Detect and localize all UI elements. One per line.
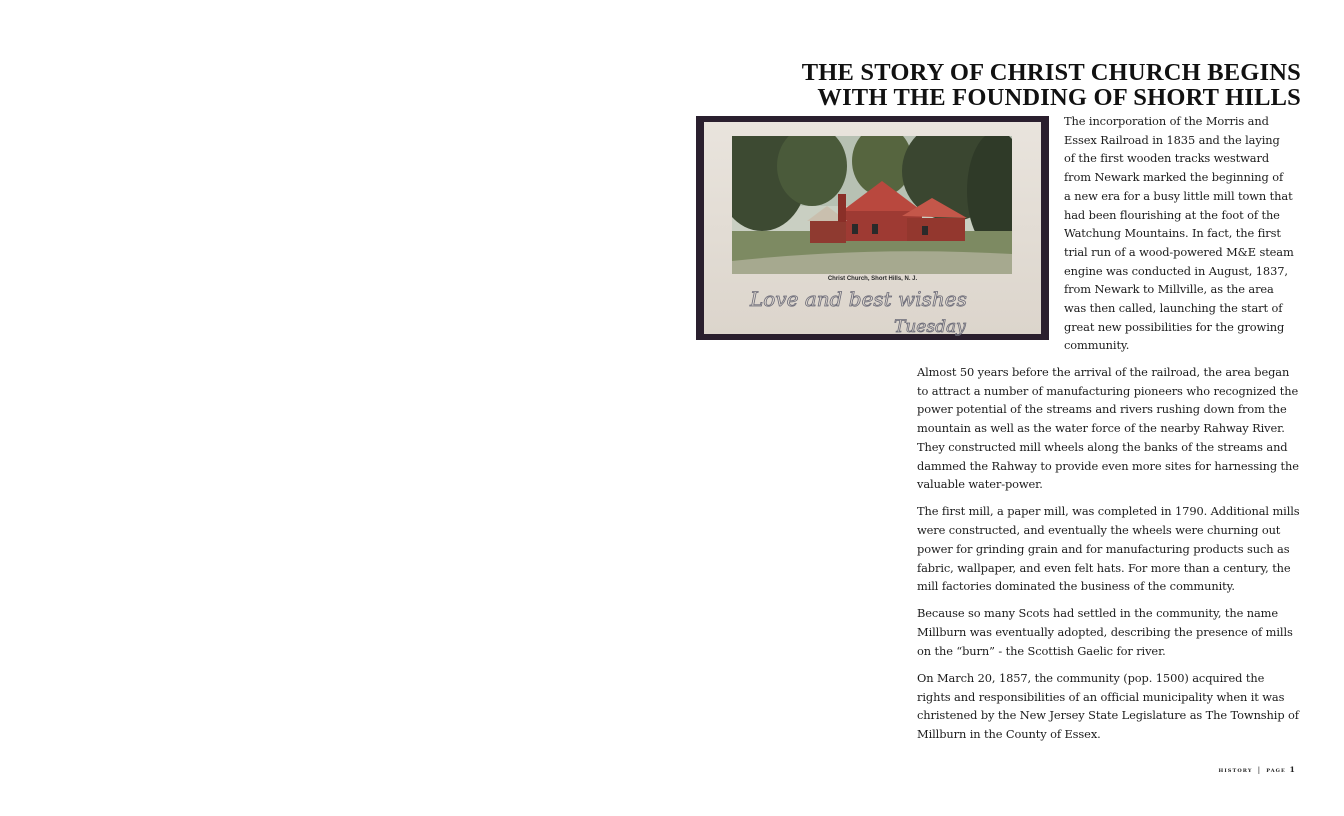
paragraph-township	[917, 669, 1307, 744]
footer-section: history	[1218, 765, 1253, 774]
paragraph-first-mill	[917, 502, 1307, 596]
text-line: christened by the New Jersey State Legislature as The Township of	[917, 708, 1299, 723]
postcard-handwriting	[744, 282, 1014, 338]
intro-line: The incorporation of the Morris and	[1064, 114, 1269, 128]
intro-line: great new possibilities for the growing	[1064, 319, 1285, 334]
postcard-caption: Christ Church, Short Hills, N. J.	[827, 276, 918, 282]
main-text-column	[917, 363, 1307, 752]
postcard-card	[704, 122, 1041, 337]
footer-page-number: page 1	[1266, 765, 1296, 774]
page-footer	[1219, 765, 1296, 774]
text-line: On March 20, 1857, the community (pop. 1500) acquired the	[917, 671, 1265, 686]
text-line: The first mill, a paper mill, was completed in 1790. Additional mills	[917, 504, 1300, 519]
text-line: power for grinding grain and for manufacturing products such as	[917, 541, 1290, 556]
text-line: Millburn was eventually adopted, describing the presence of mills	[917, 625, 1293, 640]
intro-line: community.	[1064, 338, 1130, 353]
text-line: They constructed mill wheels along the banks of the streams and	[917, 439, 1288, 454]
title-line-1: THE STORY OF CHRIST CHURCH BEGINS	[801, 59, 1301, 87]
intro-line: of the first wooden tracks westward	[1064, 151, 1270, 166]
text-line: Because so many Scots had settled in the community, the name	[917, 606, 1279, 621]
intro-line: Watchung Mountains. In fact, the first	[1064, 226, 1281, 241]
intro-line: a new era for a busy little mill town that	[1064, 188, 1293, 203]
paragraph-millburn-name	[917, 604, 1307, 660]
text-line: rights and responsibilities of an official municipality when it was	[917, 689, 1285, 704]
handwriting-line-2: Tuesday	[894, 317, 966, 337]
intro-paragraph	[1064, 112, 1304, 355]
footer-separator: |	[1257, 765, 1262, 774]
text-line: Millburn in the County of Essex.	[917, 727, 1101, 742]
intro-line: trial run of a wood-powered M&E steam	[1064, 244, 1294, 259]
page-title	[681, 60, 1301, 110]
text-line: valuable water-power.	[917, 477, 1043, 492]
text-line: fabric, wallpaper, and even felt hats. For more than a century, the	[917, 560, 1291, 575]
text-line: were constructed, and eventually the wheels were churning out	[917, 523, 1281, 538]
intro-line: from Newark marked the beginning of	[1064, 170, 1284, 185]
text-line: power potential of the streams and rivers rushing down from the	[917, 402, 1287, 417]
intro-line: engine was conducted in August, 1837,	[1064, 263, 1288, 278]
paragraph-mill-pioneers	[917, 363, 1307, 494]
church-photo	[732, 136, 1012, 274]
intro-line: was then called, launching the start of	[1064, 301, 1283, 316]
text-line: mountain as well as the water force of the nearby Rahway River.	[917, 421, 1285, 436]
intro-line: from Newark to Millville, as the area	[1064, 282, 1274, 297]
intro-line: Essex Railroad in 1835 and the laying	[1064, 132, 1280, 147]
text-line: to attract a number of manufacturing pioneers who recognized the	[917, 383, 1299, 398]
text-line: dammed the Rahway to provide even more sites for harnessing the	[917, 458, 1299, 473]
text-line: Almost 50 years before the arrival of the railroad, the area began	[917, 365, 1290, 379]
title-line-2: WITH THE FOUNDING OF SHORT HILLS	[817, 84, 1301, 112]
handwriting-line-1: Love and best wishes	[750, 287, 967, 311]
christ-church-postcard-image	[696, 116, 1049, 340]
text-line: on the “burn” - the Scottish Gaelic for river.	[917, 643, 1166, 658]
text-line: mill factories dominated the business of the community.	[917, 579, 1235, 594]
intro-line: had been flourishing at the foot of the	[1064, 207, 1280, 222]
